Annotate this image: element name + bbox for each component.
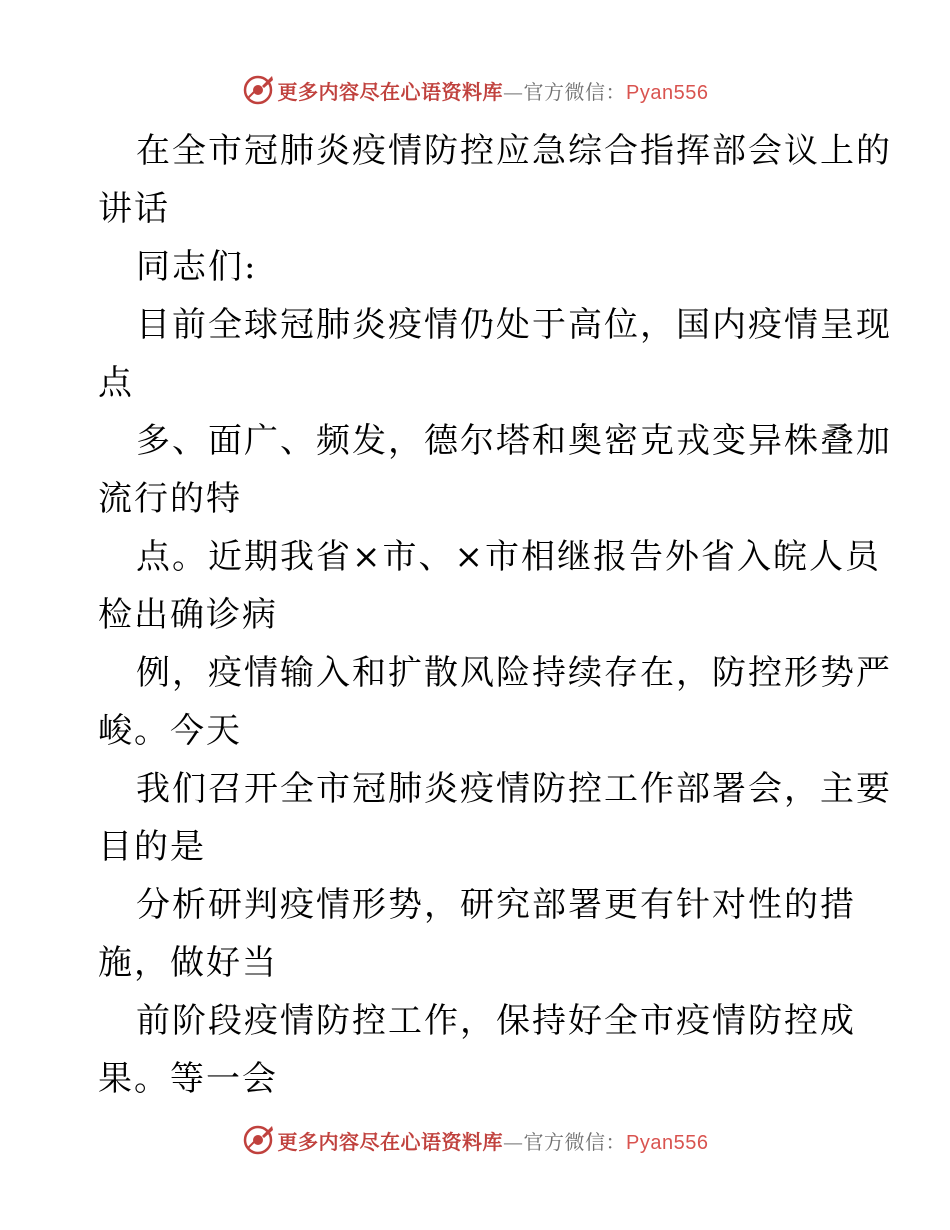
doc-title-line-2: 讲话 <box>98 189 170 229</box>
banner-dash: — <box>503 79 524 104</box>
banner-wechat-id: Pyan556 <box>626 81 709 104</box>
paragraph-line: 分析研判疫情形势，研究部署更有针对性的措 <box>136 885 856 925</box>
salutation: 同志们: <box>136 247 258 287</box>
paragraph-line: 果。等一会 <box>98 1059 278 1099</box>
banner-wechat-id: Pyan556 <box>626 1131 709 1154</box>
paragraph-line: 多、面广、频发，德尔塔和奥密克戎变异株叠加 <box>136 421 892 461</box>
pen-logo-icon <box>242 1124 274 1156</box>
header-banner <box>0 72 950 108</box>
banner-wechat-label: 官方微信： <box>523 79 627 104</box>
doc-title-line-1: 在全市冠肺炎疫情防控应急综合指挥部会议上的 <box>136 131 892 171</box>
document-body <box>98 122 892 1108</box>
paragraph-line: 施，做好当 <box>98 943 278 983</box>
banner-wechat-label: 官方微信： <box>523 1129 627 1154</box>
banner-library-text: 更多内容尽在心语资料库 <box>277 1129 504 1154</box>
paragraph-line: 目前全球冠肺炎疫情仍处于高位，国内疫情呈现 <box>136 305 892 345</box>
paragraph-line: 点。近期我省×市、×市相继报告外省入皖人员 <box>136 537 881 577</box>
pen-logo-icon <box>242 74 274 106</box>
paragraph-line: 流行的特 <box>98 479 242 519</box>
paragraph-line: 例，疫情输入和扩散风险持续存在，防控形势严 <box>136 653 892 693</box>
banner-library-text: 更多内容尽在心语资料库 <box>277 79 504 104</box>
paragraph-line: 目的是 <box>98 827 206 867</box>
paragraph-line: 我们召开全市冠肺炎疫情防控工作部署会，主要 <box>136 769 892 809</box>
banner-dash: — <box>503 1129 524 1154</box>
paragraph-line: 点 <box>98 363 134 403</box>
paragraph-line: 峻。今天 <box>98 711 242 751</box>
footer-banner <box>0 1122 950 1158</box>
banner-text <box>278 76 709 105</box>
banner-text <box>278 1126 709 1155</box>
paragraph-line: 前阶段疫情防控工作，保持好全市疫情防控成 <box>136 1001 856 1041</box>
paragraph-line: 检出确诊病 <box>98 595 278 635</box>
